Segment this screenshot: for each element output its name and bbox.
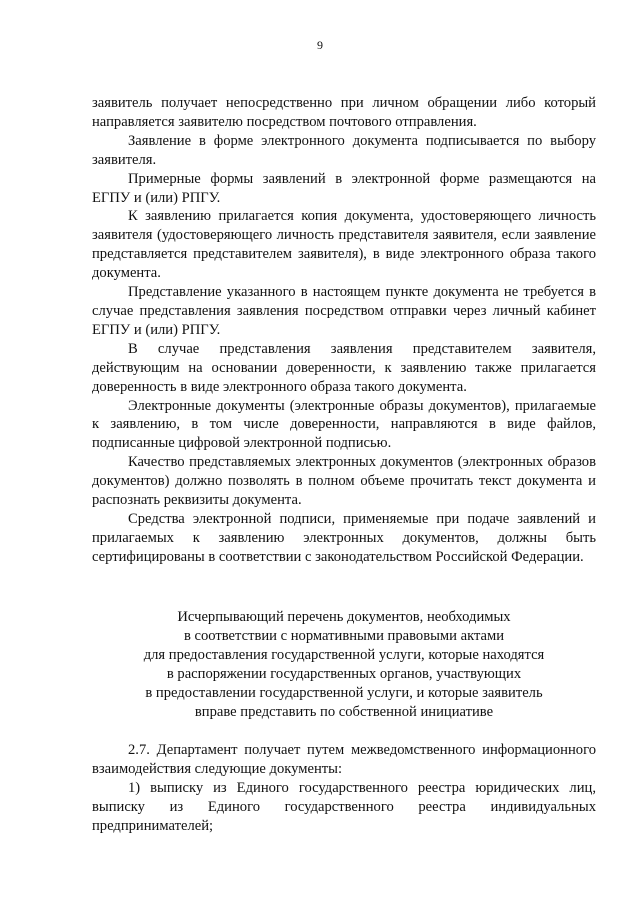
heading-line: для предоставления государственной услуги, которые находятся [143, 646, 545, 663]
paragraph: В случае представления заявления представителем заявителя, действующим на основании доверенности, к заявлению также прилагается доверенность в виде электронного образа такого документа. [92, 340, 596, 395]
paragraph: Представление указанного в настоящем пункте документа не требуется в случае представления заявления посредством отправки через личный кабинет ЕГПУ и (или) РПГУ. [92, 284, 596, 338]
paragraph: Средства электронной подписи, применяемые при подаче заявлений и прилагаемых к заявлению электронных документов, должны быть сертифицированы в соответствии с законодательством Российской Федерации. [92, 510, 596, 565]
heading-line: Исчерпывающий перечень документов, необходимых [177, 609, 511, 625]
paragraph: Заявление в форме электронного документа подписывается по выбору заявителя. [92, 132, 596, 168]
paragraph: Качество представляемых электронных документов (электронных образов документов) должно позволять в полном объеме прочитать текст документа и распознать реквизиты документа. [92, 454, 596, 509]
document-body [92, 94, 596, 567]
section-paragraph: 1) выписку из Единого государственного реестра юридических лиц, выписку из Единого государственного реестра индивидуальных предпринимателей; [92, 779, 596, 834]
heading-line: в распоряжении государственных органов, участвующих [166, 665, 522, 682]
section-paragraph: 2.7. Департамент получает путем межведомственного информационного взаимодействия следующие документы: [92, 742, 596, 777]
paragraph: Примерные формы заявлений в электронной форме размещаются на ЕГПУ и (или) РПГУ. [92, 170, 596, 206]
paragraph: К заявлению прилагается копия документа, удостоверяющего личность заявителя (удостоверяющего личность представителя заявителя, если заявление представляется представителем заявителя), в виде электронного образа такого документа. [92, 208, 596, 282]
heading-line: вправе представить по собственной инициативе [194, 703, 494, 720]
paragraph: заявитель получает непосредственно при личном обращении либо который направляется заявителю посредством почтового отправления. [92, 95, 596, 130]
section-heading [92, 608, 596, 721]
page-number: 9 [317, 38, 323, 52]
paragraph: Электронные документы (электронные образы документов), прилагаемые к заявлению, в том числе доверенности, направляются в виде файлов, подписанные цифровой электронной подписью. [92, 397, 596, 452]
heading-line: в соответствии с нормативными правовыми актами [183, 627, 505, 644]
section-2-7 [92, 741, 596, 836]
heading-line: в предоставлении государственной услуги, и которые заявитель [145, 684, 543, 701]
